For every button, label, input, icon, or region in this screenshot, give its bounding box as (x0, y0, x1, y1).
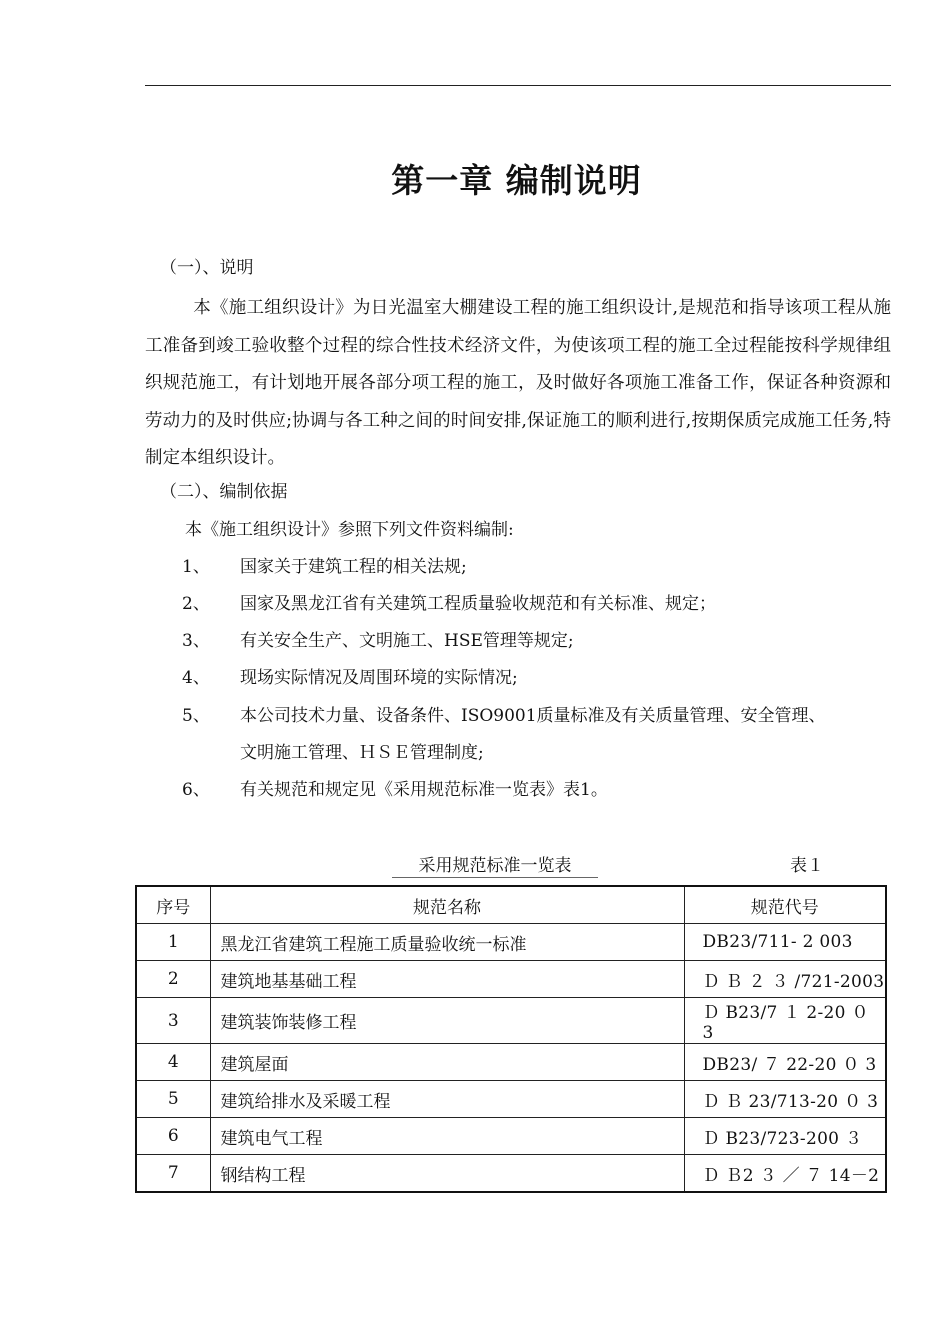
row-code: Ｄ Ｂ ２ ３ /721-2003 (684, 961, 886, 998)
list-item-text: 有关规范和规定见《采用规范标准一览表》表1。 (240, 780, 608, 800)
row-seq: 2 (136, 961, 210, 998)
table-number: 表１ (790, 856, 824, 876)
table-row (136, 961, 886, 998)
row-seq: 6 (136, 1118, 210, 1155)
table-row (136, 1118, 886, 1155)
list-item-text: 现场实际情况及周围环境的实际情况; (240, 668, 518, 688)
row-name: 建筑屋面 (210, 1044, 684, 1081)
list-item-number: 2、 (182, 594, 210, 614)
list-item-text: 国家关于建筑工程的相关法规; (240, 557, 467, 577)
description-paragraph (145, 290, 891, 478)
list-item-text: 国家及黑龙江省有关建筑工程质量验收规范和有关标准、规定； (240, 594, 716, 614)
row-name: 建筑地基基础工程 (210, 961, 684, 998)
row-name: 钢结构工程 (210, 1155, 684, 1193)
row-code: Ｄ B23/723-200 ３ (684, 1118, 886, 1155)
header-seq: 序号 (136, 886, 210, 924)
list-item-text: 本公司技术力量、设备条件、ISO9001质量标准及有关质量管理、安全管理、 (240, 706, 826, 726)
row-seq: 5 (136, 1081, 210, 1118)
row-seq: 3 (136, 998, 210, 1044)
row-code: Ｄ Ｂ 23/713-20 ０ 3 (684, 1081, 886, 1118)
section-heading-basis: （二）、编制依据 (160, 482, 288, 502)
row-name: 建筑装饰装修工程 (210, 998, 684, 1044)
table-caption: 采用规范标准一览表 (392, 851, 598, 878)
chapter-title: 第一章 编制说明 (391, 161, 642, 200)
section-heading-description: （一）、说明 (160, 258, 254, 278)
table-row (136, 1155, 886, 1193)
row-name: 建筑给排水及采暖工程 (210, 1081, 684, 1118)
list-item-number: 6、 (182, 780, 210, 800)
row-code: DB23/711- 2 003 (684, 924, 886, 961)
row-seq: 1 (136, 924, 210, 961)
list-item-number: 4、 (182, 668, 210, 688)
row-code: Ｄ B23/7 １ 2-20 ０ 3 (684, 998, 886, 1044)
table-row (136, 924, 886, 961)
header-name: 规范名称 (210, 886, 684, 924)
table-row (136, 1081, 886, 1118)
list-item-number: 1、 (182, 557, 210, 577)
basis-intro: 本《施工组织设计》参照下列文件资料编制: (185, 520, 514, 540)
row-name: 黑龙江省建筑工程施工质量验收统一标准 (210, 924, 684, 961)
list-item-number: 5、 (182, 706, 210, 726)
row-code: Ｄ Ｂ2 ３ ／ ７ 14－2 (684, 1155, 886, 1193)
header-rule (145, 85, 891, 86)
table-header-row (136, 886, 886, 924)
list-item-text: 文明施工管理、ＨＳＥ管理制度; (240, 743, 484, 763)
row-name: 建筑电气工程 (210, 1118, 684, 1155)
list-item-text: 有关安全生产、文明施工、HSE管理等规定; (240, 631, 574, 651)
row-seq: 4 (136, 1044, 210, 1081)
standards-table (135, 885, 887, 1193)
list-item-number: 3、 (182, 631, 210, 651)
description-text: 本《施工组织设计》为日光温室大棚建设工程的施工组织设计,是规范和指导该项工程从施工准备到竣工验收整个过程的综合性技术经济文件，为使该项工程的施工全过程能按科学规律组织规范施工，有计划地开展各部分项工程的施工，及时做好各项施工准备工作，保证各种资源和劳动力的及时供应;协调与各工种之间的时间安排,保证施工的顺利进行,按期保质完成施工任务,特制定本组织设计。 (145, 298, 891, 468)
header-code: 规范代号 (684, 886, 886, 924)
table-row (136, 1044, 886, 1081)
row-seq: 7 (136, 1155, 210, 1193)
table-row (136, 998, 886, 1044)
row-code: DB23/ ７ 22-20 ０ 3 (684, 1044, 886, 1081)
